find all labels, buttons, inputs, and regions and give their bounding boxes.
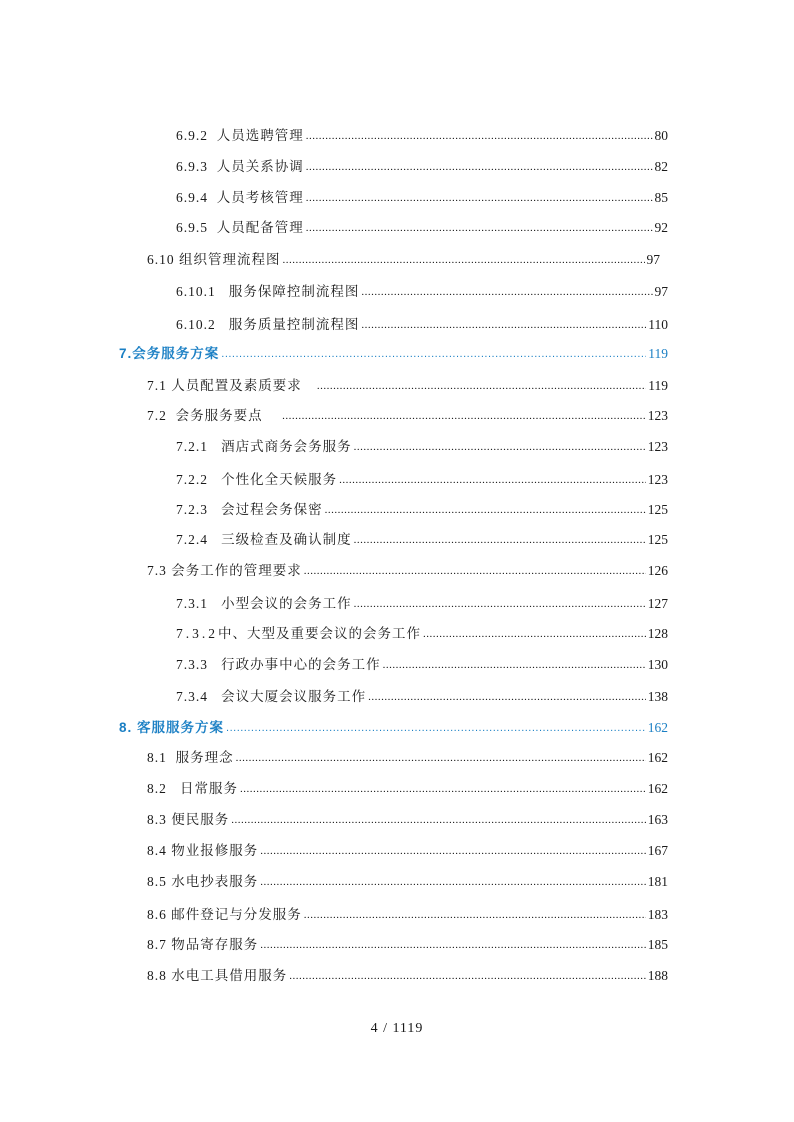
entry-page: 127 <box>647 596 668 611</box>
entry-number: 7.2.3 <box>176 502 208 517</box>
dot-leader <box>231 810 646 824</box>
toc-entry-7-1[interactable] <box>147 374 668 394</box>
dot-leader <box>260 935 646 949</box>
toc-entry-7-2-4[interactable] <box>176 528 668 548</box>
entry-number: 6.10.2 <box>176 317 216 332</box>
toc-entry-7-3[interactable] <box>147 559 668 579</box>
dot-leader <box>226 718 646 732</box>
dot-leader <box>306 188 653 202</box>
entry-page: 119 <box>648 346 668 361</box>
toc-entry-8-7[interactable] <box>147 933 668 953</box>
toc-entry-7-3-4[interactable] <box>176 685 668 705</box>
entry-page: 80 <box>654 128 668 143</box>
entry-number: 8.6 <box>147 907 167 922</box>
toc-entry-7-2-1[interactable] <box>176 435 668 455</box>
entry-title: 服务理念 <box>175 750 234 765</box>
entry-page: 92 <box>654 220 668 235</box>
dot-leader <box>354 530 646 544</box>
entry-page: 162 <box>647 720 668 735</box>
current-page-number: 4 <box>370 1021 379 1036</box>
entry-title: 便民服务 <box>171 812 230 827</box>
entry-number: 6.9.4 <box>176 190 208 205</box>
dot-leader <box>240 779 646 793</box>
entry-page: 125 <box>647 502 668 517</box>
entry-number: 7.3.4 <box>176 689 208 704</box>
entry-number: 6.10 <box>147 252 175 267</box>
entry-number: 8.5 <box>147 874 167 889</box>
entry-number: 8.8 <box>147 968 167 983</box>
toc-entry-6-9-5[interactable] <box>176 216 668 236</box>
dot-leader <box>383 655 646 669</box>
dot-leader <box>236 748 646 762</box>
entry-title: 人员关系协调 <box>216 159 304 174</box>
dot-leader <box>317 376 646 390</box>
entry-page: 128 <box>647 626 668 641</box>
entry-number: 8.2 <box>147 781 167 796</box>
entry-number: 7.3.3 <box>176 657 208 672</box>
toc-entry-7-3-3[interactable] <box>176 653 668 673</box>
entry-number: 6.10.1 <box>176 284 216 299</box>
toc-entry-8-6[interactable] <box>147 903 668 923</box>
entry-title: 人员配备管理 <box>216 220 304 235</box>
toc-entry-6-9-4[interactable] <box>176 186 668 206</box>
dot-leader <box>361 282 652 296</box>
entry-number: 7.1 <box>147 378 167 393</box>
toc-entry-8-2[interactable] <box>147 777 668 797</box>
entry-title: 组织管理流程图 <box>179 252 281 267</box>
entry-number: 8.1 <box>147 750 167 765</box>
toc-entry-8-3[interactable] <box>147 808 668 828</box>
entry-title: 中、大型及重要会议的会务工作 <box>218 626 421 641</box>
entry-page: 97 <box>654 284 668 299</box>
dot-leader <box>260 841 646 855</box>
total-pages: 1119 <box>392 1021 424 1036</box>
toc-entry-8-8[interactable] <box>147 964 668 984</box>
entry-title: 会务服务方案 <box>132 346 220 361</box>
toc-entry-8-5[interactable] <box>147 870 668 890</box>
toc-entry-7-2-2[interactable] <box>176 468 668 488</box>
entry-number: 7.3.2 <box>176 626 218 641</box>
entry-title: 三级检查及确认制度 <box>221 532 352 547</box>
entry-page: 110 <box>648 317 668 332</box>
dot-leader <box>339 470 646 484</box>
dot-leader <box>282 406 646 420</box>
entry-title: 物品寄存服务 <box>171 937 259 952</box>
entry-page: 126 <box>647 563 668 578</box>
entry-number: 6.9.5 <box>176 220 208 235</box>
page-separator: / <box>383 1021 388 1036</box>
entry-number: 8. <box>119 720 133 735</box>
toc-entry-6-10-1[interactable] <box>176 280 668 300</box>
toc-entry-6-10[interactable] <box>147 248 660 268</box>
entry-page: 119 <box>648 378 668 393</box>
toc-entry-7-2-3[interactable] <box>176 498 668 518</box>
dot-leader <box>304 905 646 919</box>
entry-title: 人员考核管理 <box>216 190 304 205</box>
entry-number: 6.9.2 <box>176 128 208 143</box>
entry-title: 行政办事中心的会务工作 <box>221 657 381 672</box>
entry-page: 97 <box>646 252 660 267</box>
entry-page: 130 <box>647 657 668 672</box>
entry-page: 181 <box>647 874 668 889</box>
toc-entry-7-3-2[interactable] <box>176 622 668 642</box>
entry-number: 7.3.1 <box>176 596 208 611</box>
entry-number: 7.2.4 <box>176 532 208 547</box>
entry-page: 82 <box>654 159 668 174</box>
dot-leader <box>289 966 646 980</box>
entry-number: 6.9.3 <box>176 159 208 174</box>
entry-title: 物业报修服务 <box>171 843 259 858</box>
dot-leader <box>354 594 646 608</box>
entry-title: 小型会议的会务工作 <box>221 596 352 611</box>
toc-chapter-8[interactable] <box>119 716 668 736</box>
entry-number: 8.7 <box>147 937 167 952</box>
entry-page: 163 <box>647 812 668 827</box>
toc-entry-7-2[interactable] <box>147 404 668 424</box>
entry-page: 123 <box>647 408 668 423</box>
dot-leader <box>260 872 646 886</box>
entry-title: 服务质量控制流程图 <box>228 317 360 332</box>
page-footer <box>0 1021 794 1037</box>
dot-leader <box>306 126 653 140</box>
dot-leader <box>221 344 646 358</box>
entry-number: 7.2 <box>147 408 167 423</box>
entry-page: 138 <box>647 689 668 704</box>
entry-title: 个性化全天候服务 <box>221 472 338 487</box>
entry-title: 客服服务方案 <box>137 720 225 735</box>
entry-page: 123 <box>647 439 668 454</box>
entry-number: 8.3 <box>147 812 167 827</box>
toc-chapter-7[interactable] <box>119 342 668 362</box>
entry-number: 8.4 <box>147 843 167 858</box>
entry-page: 162 <box>647 781 668 796</box>
entry-page: 125 <box>647 532 668 547</box>
entry-number: 7.3 <box>147 563 167 578</box>
dot-leader <box>306 218 653 232</box>
dot-leader <box>325 500 646 514</box>
toc-entry-8-1[interactable] <box>147 746 668 766</box>
dot-leader <box>423 624 646 638</box>
dot-leader <box>283 250 645 264</box>
toc-entry-8-4[interactable] <box>147 839 668 859</box>
dot-leader <box>304 561 646 575</box>
entry-title: 会务服务要点 <box>175 408 263 423</box>
entry-number: 7. <box>119 346 133 361</box>
toc-entry-6-9-3[interactable] <box>176 155 668 175</box>
entry-page: 123 <box>647 472 668 487</box>
entry-page: 162 <box>647 750 668 765</box>
toc-entry-6-9-2[interactable] <box>176 124 668 144</box>
toc-entry-7-3-1[interactable] <box>176 592 668 612</box>
dot-leader <box>354 437 646 451</box>
dot-leader <box>368 687 646 701</box>
entry-page: 188 <box>647 968 668 983</box>
entry-title: 日常服务 <box>180 781 238 796</box>
entry-number: 7.2.2 <box>176 472 208 487</box>
entry-page: 183 <box>647 907 668 922</box>
entry-title: 会务工作的管理要求 <box>171 563 302 578</box>
entry-title: 水电工具借用服务 <box>171 968 288 983</box>
entry-title: 酒店式商务会务服务 <box>221 439 352 454</box>
entry-title: 水电抄表服务 <box>171 874 259 889</box>
entry-title: 服务保障控制流程图 <box>228 284 360 299</box>
entry-title: 邮件登记与分发服务 <box>171 907 302 922</box>
dot-leader <box>361 315 646 329</box>
entry-title: 人员配置及素质要求 <box>171 378 302 393</box>
entry-title: 会议大厦会议服务工作 <box>221 689 367 704</box>
toc-entry-6-10-2[interactable] <box>176 313 668 333</box>
entry-page: 185 <box>647 937 668 952</box>
entry-page: 85 <box>654 190 668 205</box>
entry-title: 会过程会务保密 <box>221 502 323 517</box>
entry-title: 人员选聘管理 <box>216 128 304 143</box>
dot-leader <box>306 157 653 171</box>
entry-page: 167 <box>647 843 668 858</box>
entry-number: 7.2.1 <box>176 439 208 454</box>
